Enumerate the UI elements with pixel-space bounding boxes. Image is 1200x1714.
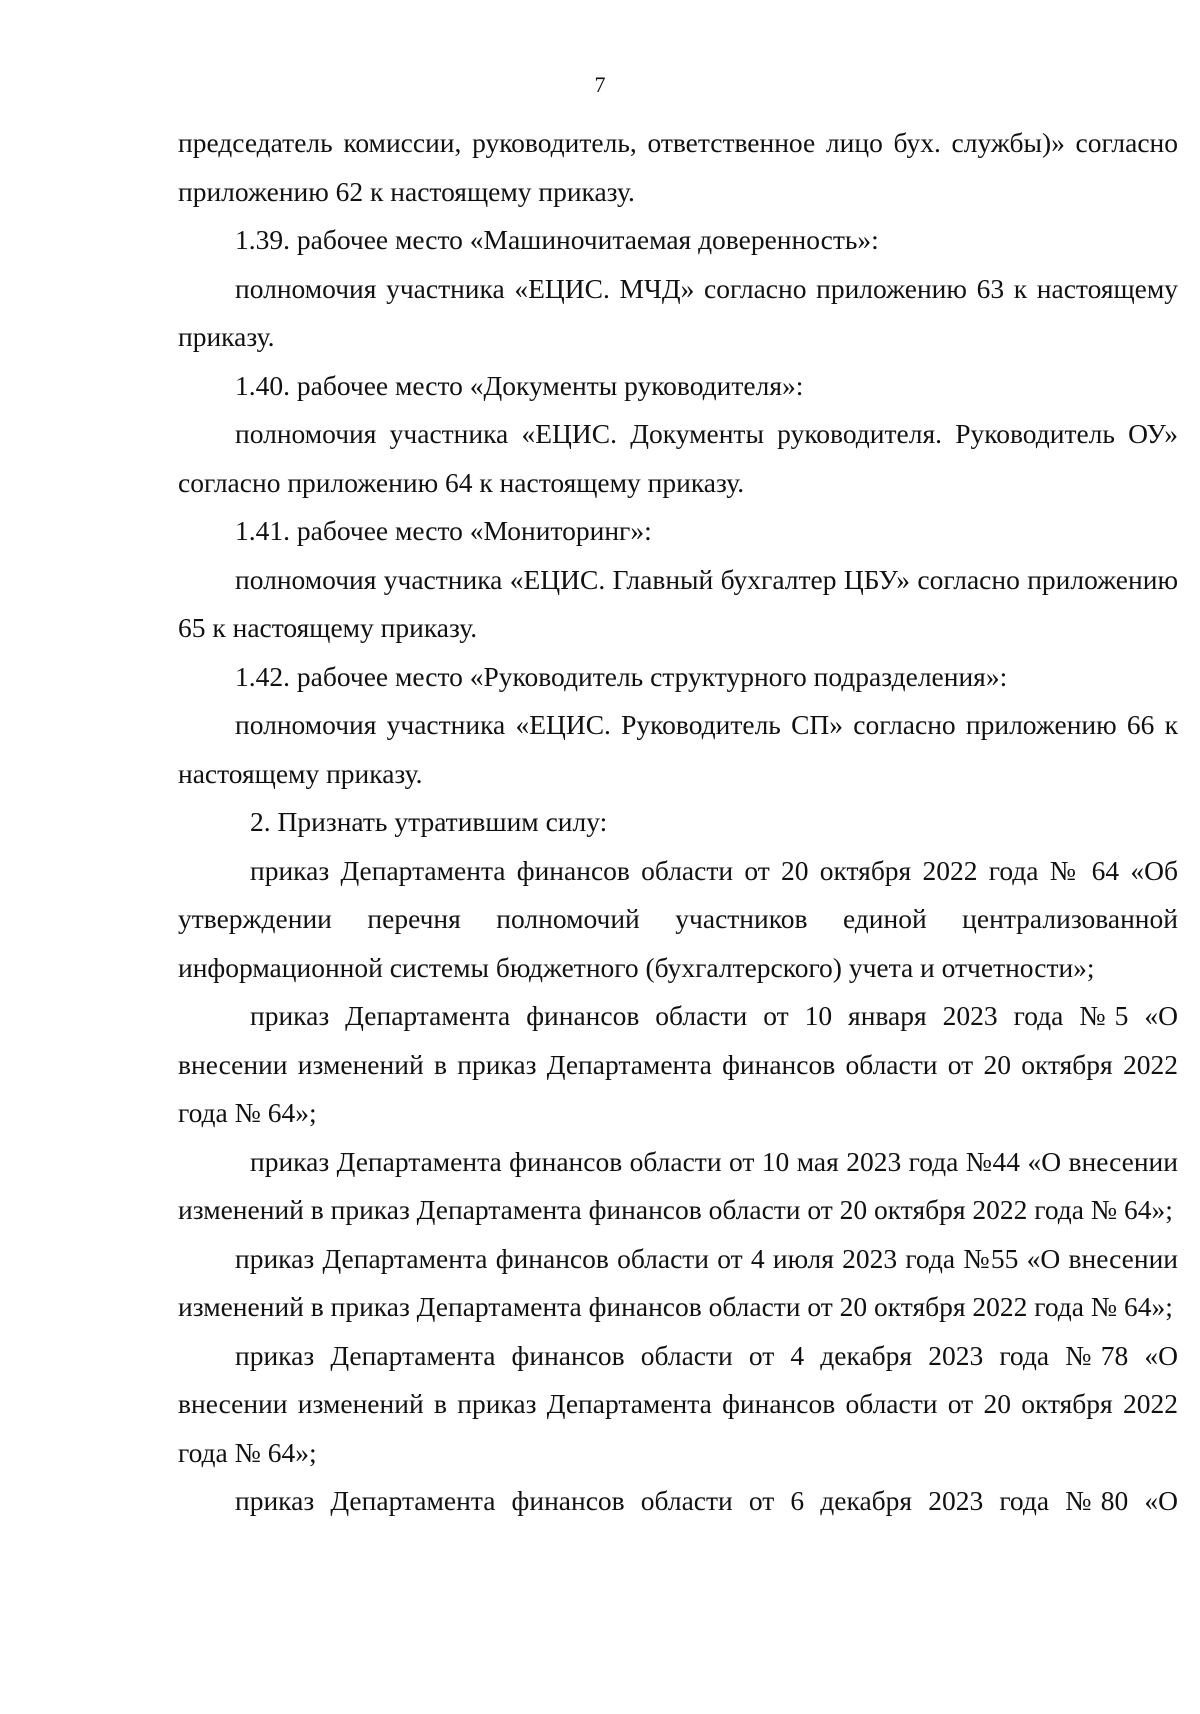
paragraph-16: приказ Департамента финансов области от 6 декабря 2023 года №80 «О (235, 1485, 1178, 1516)
paragraph-6: 1.41. рабочее место «Мониторинг»: (235, 515, 652, 546)
paragraph-1: председатель комиссии, руководитель, ответственное лицо бух. службы)» согласно приложению 62 к настоящему приказу. (178, 127, 1178, 207)
page-number: 7 (594, 72, 606, 97)
paragraph-8: 1.42. рабочее место «Руководитель структурного подразделения»: (235, 660, 1008, 692)
paragraph-15: приказ Департамента финансов области от 4 декабря 2023 года №78 «О внесении изменений в приказ Департамента финансов области от 20 октября 2022 года № 64»; (178, 1339, 1178, 1468)
paragraph-11: приказ Департамента финансов области от 20 октября 2022 года № 64 «Об утверждении перечня полномочий участников единой централизованной информационной системы бюджетного (бухгалтерского) учета и отчетности»; (178, 854, 1178, 983)
paragraph-4: 1.40. рабочее место «Документы руководителя»: (235, 369, 804, 401)
document-body (178, 119, 1178, 1526)
paragraph-12: приказ Департамента финансов области от 10 января 2023 года №5 «О внесении изменений в приказ Департамента финансов области от 20 октября 2022 года № 64»; (178, 1000, 1178, 1128)
paragraph-13: приказ Департамента финансов области от 10 мая 2023 года №44 «О внесении изменений в приказ Департамента финансов области от 20 октября 2022 года № 64»; (178, 1145, 1178, 1225)
paragraph-10: 2. Признать утратившим силу: (250, 806, 608, 837)
paragraph-7: полномочия участника «ЕЦИС. Главный бухгалтер ЦБУ» согласно приложению 65 к настоящему приказу. (178, 563, 1178, 643)
paragraph-14: приказ Департамента финансов области от 4 июля 2023 года №55 «О внесении изменений в приказ Департамента финансов области от 20 октября 2022 года № 64»; (178, 1242, 1178, 1322)
paragraph-9: полномочия участника «ЕЦИС. Руководитель СП» согласно приложению 66 к настоящему приказу. (178, 709, 1178, 789)
paragraph-3: полномочия участника «ЕЦИС. МЧД» согласно приложению 63 к настоящему приказу. (178, 272, 1178, 352)
paragraph-2: 1.39. рабочее место «Машиночитаемая доверенность»: (235, 224, 879, 255)
paragraph-5: полномочия участника «ЕЦИС. Документы руководителя. Руководитель ОУ» согласно приложению 64 к настоящему приказу. (178, 418, 1178, 498)
